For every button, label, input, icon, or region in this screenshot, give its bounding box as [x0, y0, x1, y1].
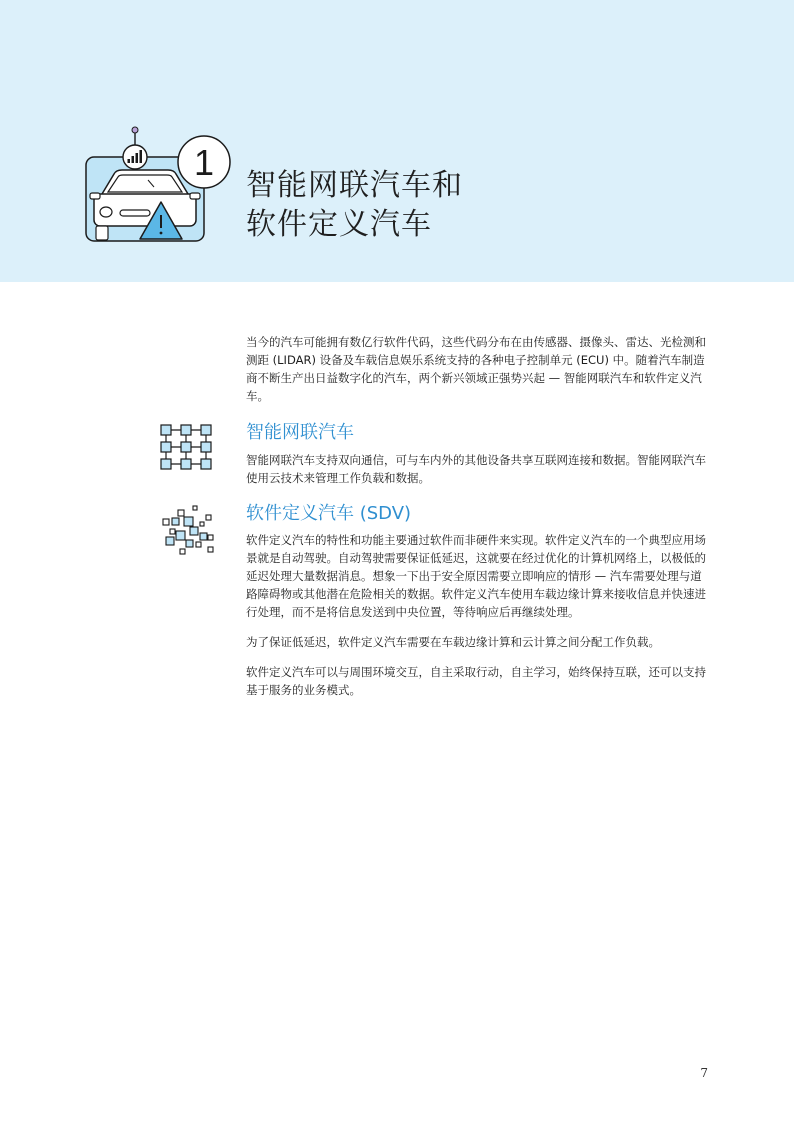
chapter-number: 1 [193, 142, 215, 183]
chapter-title [246, 166, 463, 244]
chapter-title-line1: 智能网联汽车和 [246, 168, 463, 203]
section-paragraph: 智能网联汽车支持双向通信，可与车内外的其他设备共享互联网连接和数据。智能网联汽车使用云技术来管理工作负载和数据。 [246, 453, 706, 485]
intro-paragraph: 当今的汽车可能拥有数亿行软件代码，这些代码分布在由传感器、摄像头、雷达、光检测和测距 (LIDAR) 设备及车载信息娱乐系统支持的各种电子控制单元 (ECU) 中。随着汽车制造商不断生产出日益数字化的汽车，两个新兴领域正强势兴起 — 智能网联汽车和软件定义汽车。 [246, 335, 706, 403]
grid-network-icon [160, 422, 212, 472]
page-number: 7 [700, 1066, 708, 1080]
connected-car-warning-icon [80, 124, 236, 248]
section-paragraph: 软件定义汽车的特性和功能主要通过软件而非硬件来实现。软件定义汽车的一个典型应用场景就是自动驾驶。自动驾驶需要保证低延迟，这就要在经过优化的计算机网络上，以极低的延迟处理大量数据消息。想象一下出于安全原因需要立即响应的情形 — 汽车需要处理与道路障碍物或其他潜在危险相关的数据。软件定义汽车使用车载边缘计算来接收信息并快速进行处理，而不是将信息发送到中央位置，等待响应后再继续处理。 [246, 533, 706, 619]
section-paragraph: 为了保证低延迟，软件定义汽车需要在车载边缘计算和云计算之间分配工作负载。 [246, 635, 660, 649]
section-heading-sdv: 软件定义汽车 (SDV) [246, 503, 412, 524]
chapter-title-line2: 软件定义汽车 [246, 207, 432, 242]
section-paragraph: 软件定义汽车可以与周围环境交互，自主采取行动，自主学习，始终保持互联，还可以支持基于服务的业务模式。 [246, 665, 706, 697]
section-heading-connected-car: 智能网联汽车 [246, 422, 354, 443]
scattered-squares-icon [160, 505, 216, 557]
